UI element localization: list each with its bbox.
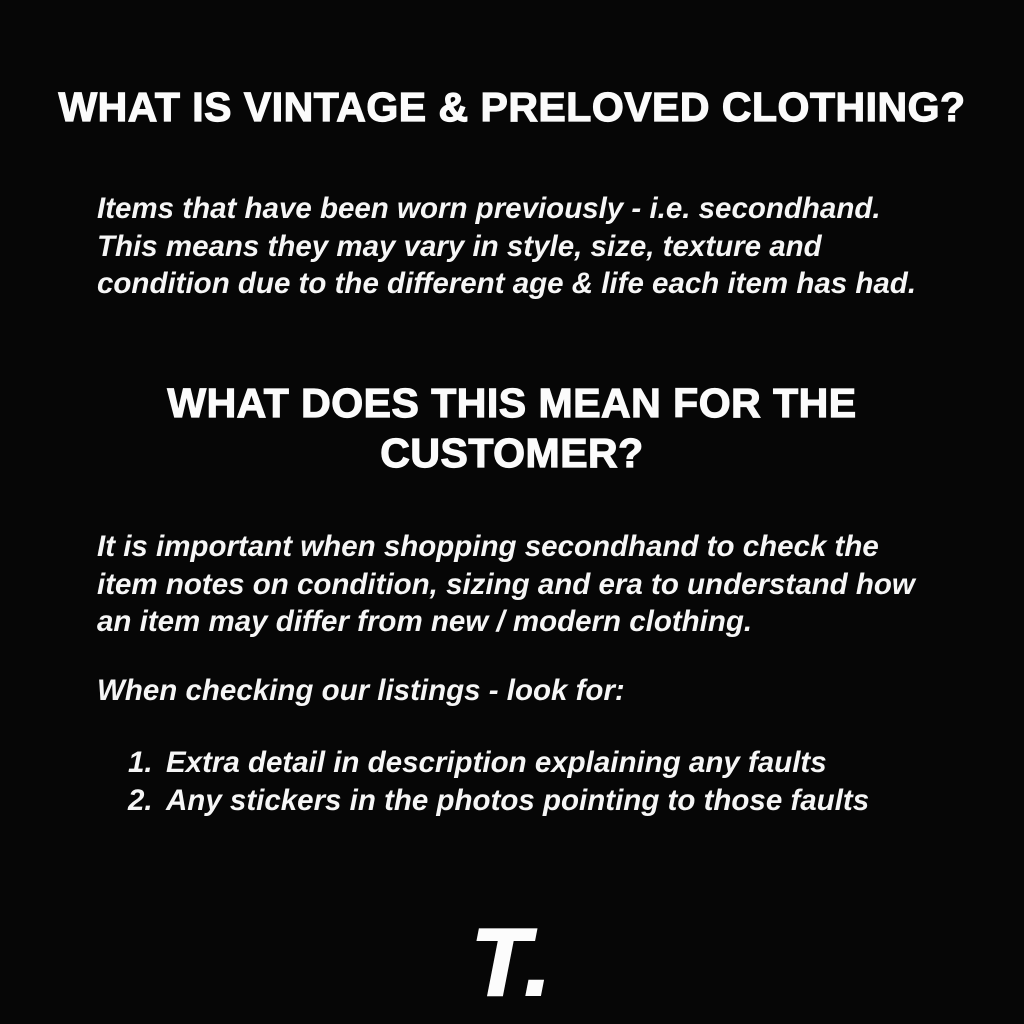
list-item-text: Extra detail in description explaining any faults — [166, 746, 827, 779]
brand-logo: T. — [470, 909, 554, 1016]
list-item-number: 2. — [128, 783, 153, 817]
list-item-number: 1. — [128, 746, 153, 779]
listings-check-intro: When checking our listings - look for: — [97, 674, 625, 707]
customer-section-paragraph: It is important when shopping secondhand to check the item notes on condition, sizing and era to understand how an item may differ from new / modern clothing. — [97, 530, 915, 638]
list-item — [128, 744, 928, 782]
list-item — [128, 782, 928, 820]
vintage-section-heading: WHAT IS VINTAGE & PRELOVED CLOTHING? — [58, 84, 966, 130]
fault-check-list — [128, 744, 928, 819]
vintage-section-paragraph: Items that have been worn previously - i.e. secondhand. This means they may vary in style, size, texture and condition due to the different age & life each item has had. — [97, 192, 917, 300]
list-item-text: Any stickers in the photos pointing to those faults — [166, 783, 870, 817]
customer-section-heading — [0, 378, 1024, 478]
customer-section-heading-text: WHAT DOES THIS MEAN FOR THE CUSTOMER? — [167, 380, 857, 476]
